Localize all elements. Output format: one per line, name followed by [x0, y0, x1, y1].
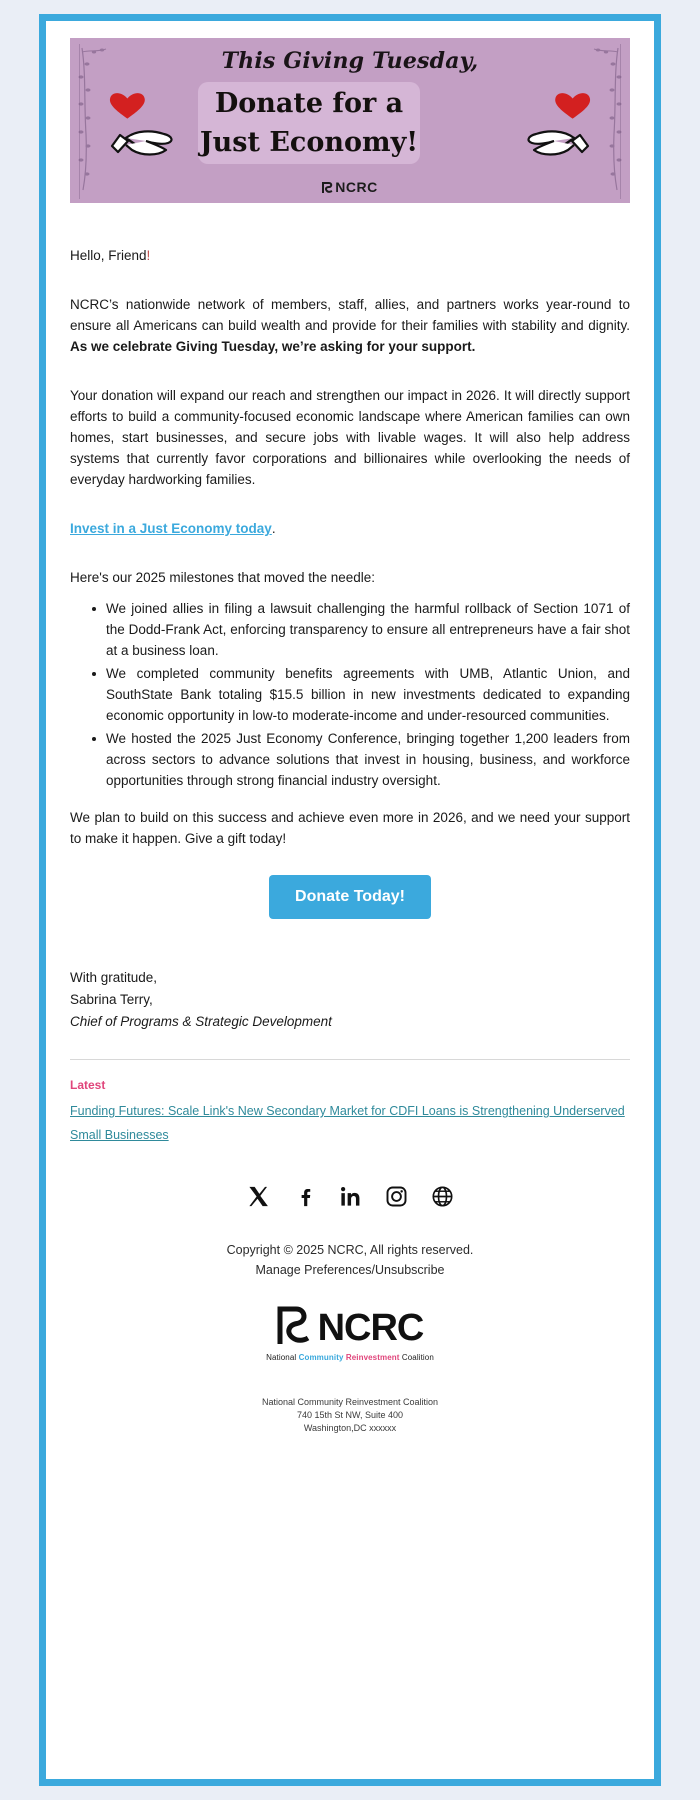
footer-tagline-reinvestment: Reinvestment: [345, 1353, 400, 1362]
banner-ncrc-logo: [70, 179, 630, 197]
footer-address: [70, 1396, 630, 1435]
ncrc-swirl-icon: [322, 181, 333, 197]
invest-link-period: .: [271, 521, 276, 536]
banner-headline-line1: Donate for a: [214, 88, 404, 119]
paragraph-intro-text: NCRC’s nationwide network of members, staff, allies, and partners works year-round to ensure all Americans can build wealth and provide for their families with stability and dignity.: [70, 297, 630, 333]
signature-name: Sabrina Terry,: [70, 992, 153, 1007]
address-line-3: Washington,DC xxxxxx: [303, 1423, 397, 1433]
banner-headline: [198, 84, 420, 162]
website-globe-icon[interactable]: [431, 1185, 454, 1208]
footer-logo-word: NCRC: [317, 1307, 424, 1349]
copyright-block: [70, 1240, 630, 1280]
email-body: [46, 21, 654, 1779]
address-line-2: 740 15th St NW, Suite 400: [296, 1410, 404, 1420]
invest-link-line: [70, 518, 630, 539]
list-item: We hosted the 2025 Just Economy Conference, bringing together 1,200 leaders from across sectors to advance solutions that invest in housing, business, and workforce opportunities through strong financial industry oversight.: [106, 728, 630, 791]
ncrc-swirl-icon: [277, 1306, 311, 1351]
copyright-text: Copyright © 2025 NCRC, All rights reserved.: [226, 1243, 474, 1257]
footer-tagline-part1: National: [266, 1353, 299, 1362]
paragraph-intro: [70, 294, 630, 357]
milestones-intro: Here's our 2025 milestones that moved the needle:: [70, 570, 376, 585]
footer-tagline-part5: Coalition: [399, 1353, 434, 1362]
list-item: We joined allies in filing a lawsuit challenging the harmful rollback of Section 1071 of the Dodd-Frank Act, enforcing transparency to ensure all entrepreneurs have a fair shot at a business loan.: [106, 598, 630, 661]
greeting-exclamation: !: [146, 248, 151, 263]
signature-block: [70, 967, 630, 1033]
donate-button-wrapper: [70, 875, 630, 919]
linkedin-icon[interactable]: [339, 1185, 362, 1208]
footer-ncrc-logo: [70, 1306, 630, 1362]
signature-role: Chief of Programs & Strategic Development: [70, 1014, 332, 1029]
facebook-icon[interactable]: [293, 1185, 316, 1208]
greeting-text: Hello, Friend: [70, 248, 147, 263]
address-line-1: National Community Reinvestment Coalition: [261, 1397, 439, 1407]
manage-preferences-link[interactable]: Manage Preferences/Unsubscribe: [255, 1263, 445, 1277]
x-twitter-icon[interactable]: [247, 1185, 270, 1208]
footer-tagline-community: Community: [298, 1353, 344, 1362]
latest-heading: Latest: [70, 1078, 106, 1092]
milestones-list: [70, 598, 630, 791]
footer-tagline: [70, 1353, 630, 1362]
signature-salutation: With gratitude,: [70, 970, 158, 985]
social-links-row: [70, 1185, 630, 1208]
paragraph-closing: We plan to build on this success and achieve even more in 2026, and we need your support to make it happen. Give a gift today!: [70, 810, 630, 846]
footer-divider: [70, 1059, 630, 1060]
instagram-icon[interactable]: [385, 1185, 408, 1208]
banner-subtitle: This Giving Tuesday,: [221, 48, 479, 74]
banner-headline-line2: Just Economy!: [199, 127, 419, 158]
email-content: [46, 245, 654, 1435]
greeting-line: [70, 245, 630, 266]
donate-today-button[interactable]: Donate Today!: [269, 875, 431, 919]
email-frame: [39, 14, 661, 1786]
list-item: We completed community benefits agreements with UMB, Atlantic Union, and SouthState Bank totaling $15.5 billion in new investments dedicated to expanding economic opportunity in low-to moderate-income and under-resourced communities.: [106, 663, 630, 726]
invest-in-just-economy-link[interactable]: Invest in a Just Economy today: [70, 521, 272, 536]
hand-heart-icon: [106, 88, 184, 160]
paragraph-donation-impact: Your donation will expand our reach and strengthen our impact in 2026. It will directly support efforts to build a community-focused economic landscape where American families can own homes, start businesses, and secure jobs with livable wages. It will also help address systems that currently favor corporations and billionaires while overlooking the needs of everyday hardworking families.: [70, 388, 630, 487]
giving-tuesday-banner: [70, 38, 630, 203]
hand-heart-icon: [516, 88, 594, 160]
banner-logo-text: NCRC: [335, 179, 378, 195]
latest-article-link[interactable]: Funding Futures: Scale Link's New Secondary Market for CDFI Loans is Strengthening Underserved Small Businesses: [70, 1104, 625, 1142]
paragraph-intro-emphasis: As we celebrate Giving Tuesday, we’re asking for your support.: [70, 339, 476, 354]
